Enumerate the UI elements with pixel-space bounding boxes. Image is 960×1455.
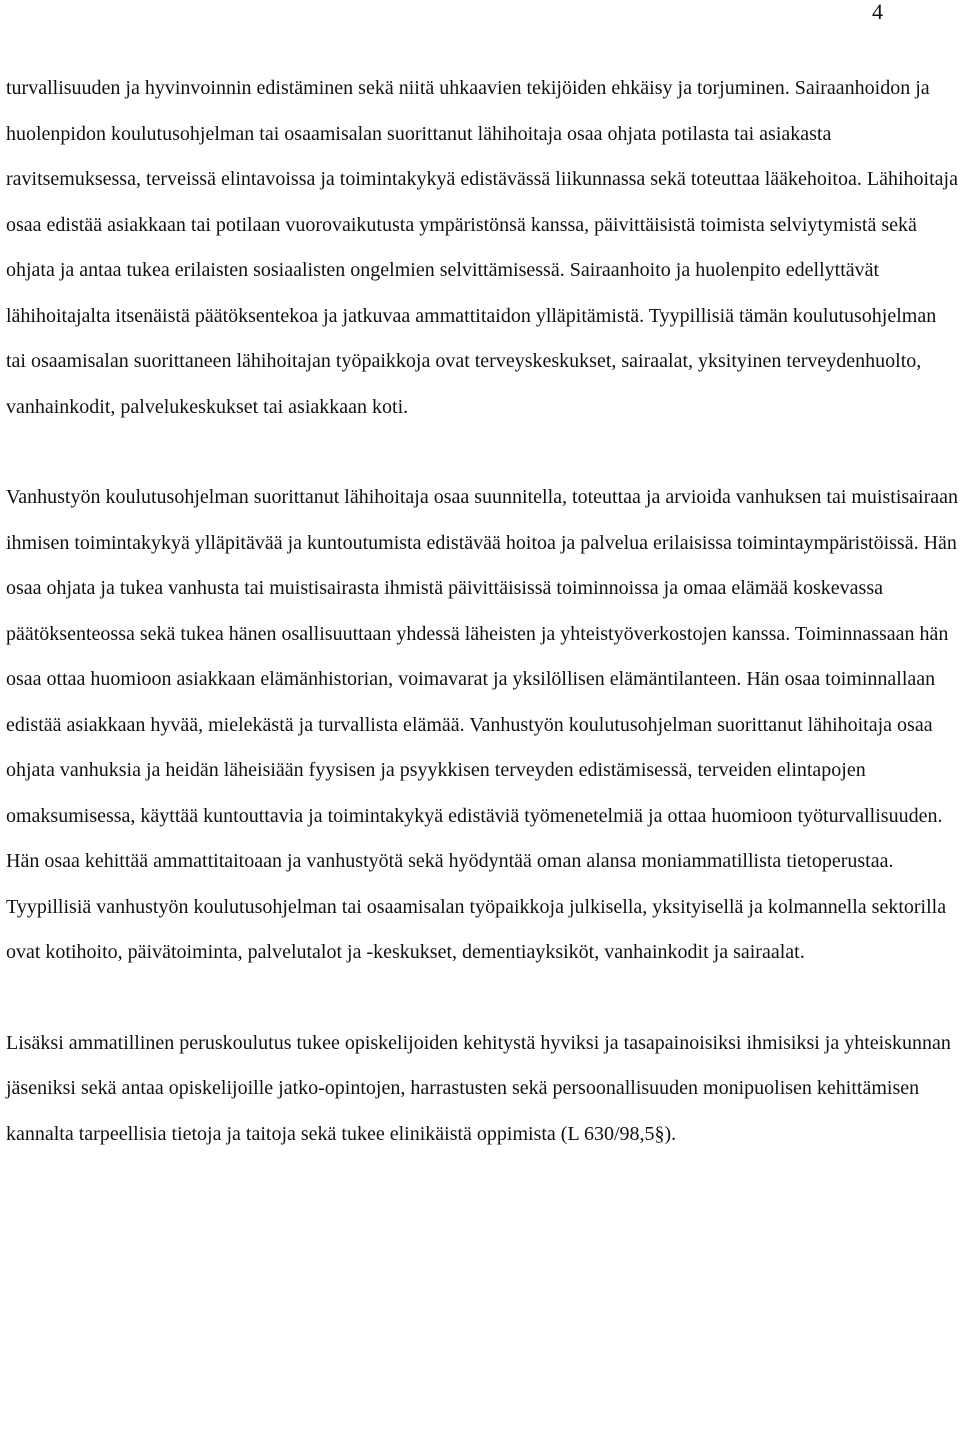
page-number: 4 xyxy=(872,0,883,24)
paragraph-vocational-education: Lisäksi ammatillinen peruskoulutus tukee opiskelijoiden kehitystä hyviksi ja tasapainoisiksi ihmisiksi ja yhteiskunnan jäseniksi sekä antaa opiskelijoille jatko-opintojen, harrastusten sekä persoonallisuuden monipuolisen kehittämisen kannalta tarpeellisia tietoja ja taitoja sekä tukee elinikäistä oppimista (L 630/98,5§). xyxy=(6,1031,951,1145)
document-body xyxy=(6,66,958,1157)
paragraph-nursing-care: turvallisuuden ja hyvinvoinnin edistäminen sekä niitä uhkaavien tekijöiden ehkäisy ja torjuminen. Sairaanhoidon ja huolenpidon koulutusohjelman tai osaamisalan suorittanut lähihoitaja osaa ohjata potilasta tai asiakasta ravitsemuksessa, terveissä elintavoissa ja toimintakykyä edistävässä liikunnassa sekä toteuttaa lääkehoitoa. Lähihoitaja osaa edistää asiakkaan tai potilaan vuorovaikutusta ympäristönsä kanssa, päivittäisistä toimista selviytymistä sekä ohjata ja antaa tukea erilaisten sosiaalisten ongelmien selvittämisessä. Sairaanhoito ja huolenpito edellyttävät lähihoitajalta itsenäistä päätöksentekoa ja jatkuvaa ammattitaidon ylläpitämistä. Tyypillisiä tämän koulutusohjelman tai osaamisalan suorittaneen lähihoitajan työpaikkoja ovat terveyskeskukset, sairaalat, yksityinen terveydenhuolto, vanhainkodit, palvelukeskukset tai asiakkaan koti. xyxy=(6,77,958,418)
paragraph-elderly-care: Vanhustyön koulutusohjelman suorittanut lähihoitaja osaa suunnitella, toteuttaa ja arvioida vanhuksen tai muistisairaan ihmisen toimintakykyä ylläpitävää ja kuntoutumista edistävää hoitoa ja palvelua erilaisissa toimintaympäristöissä. Hän osaa ohjata ja tukea vanhusta tai muistisairasta ihmistä päivittäisissä toiminnoissa ja omaa elämää koskevassa päätöksenteossa sekä tukea hänen osallisuuttaan yhdessä läheisten ja yhteistyöverkostojen kanssa. Toiminnassaan hän osaa ottaa huomioon asiakkaan elämänhistorian, voimavarat ja yksilöllisen elämäntilanteen. Hän osaa toiminnallaan edistää asiakkaan hyvää, mielekästä ja turvallista elämää. Vanhustyön koulutusohjelman suorittanut lähihoitaja osaa ohjata vanhuksia ja heidän läheisiään fyysisen ja psyykkisen terveyden edistämisessä, terveiden elintapojen omaksumisessa, käyttää kuntouttavia ja toimintakykyä edistäviä työmenetelmiä ja ottaa huomioon työturvallisuuden. Hän osaa kehittää ammattitaitoaan ja vanhustyötä sekä hyödyntää oman alansa moniammatillista tietoperustaa. Tyypillisiä vanhustyön koulutusohjelman tai osaamisalan työpaikkoja julkisella, yksityisellä ja kolmannella sektorilla ovat kotihoito, päivätoiminta, palvelutalot ja -keskukset, dementiayksiköt, vanhainkodit ja sairaalat. xyxy=(6,486,959,963)
